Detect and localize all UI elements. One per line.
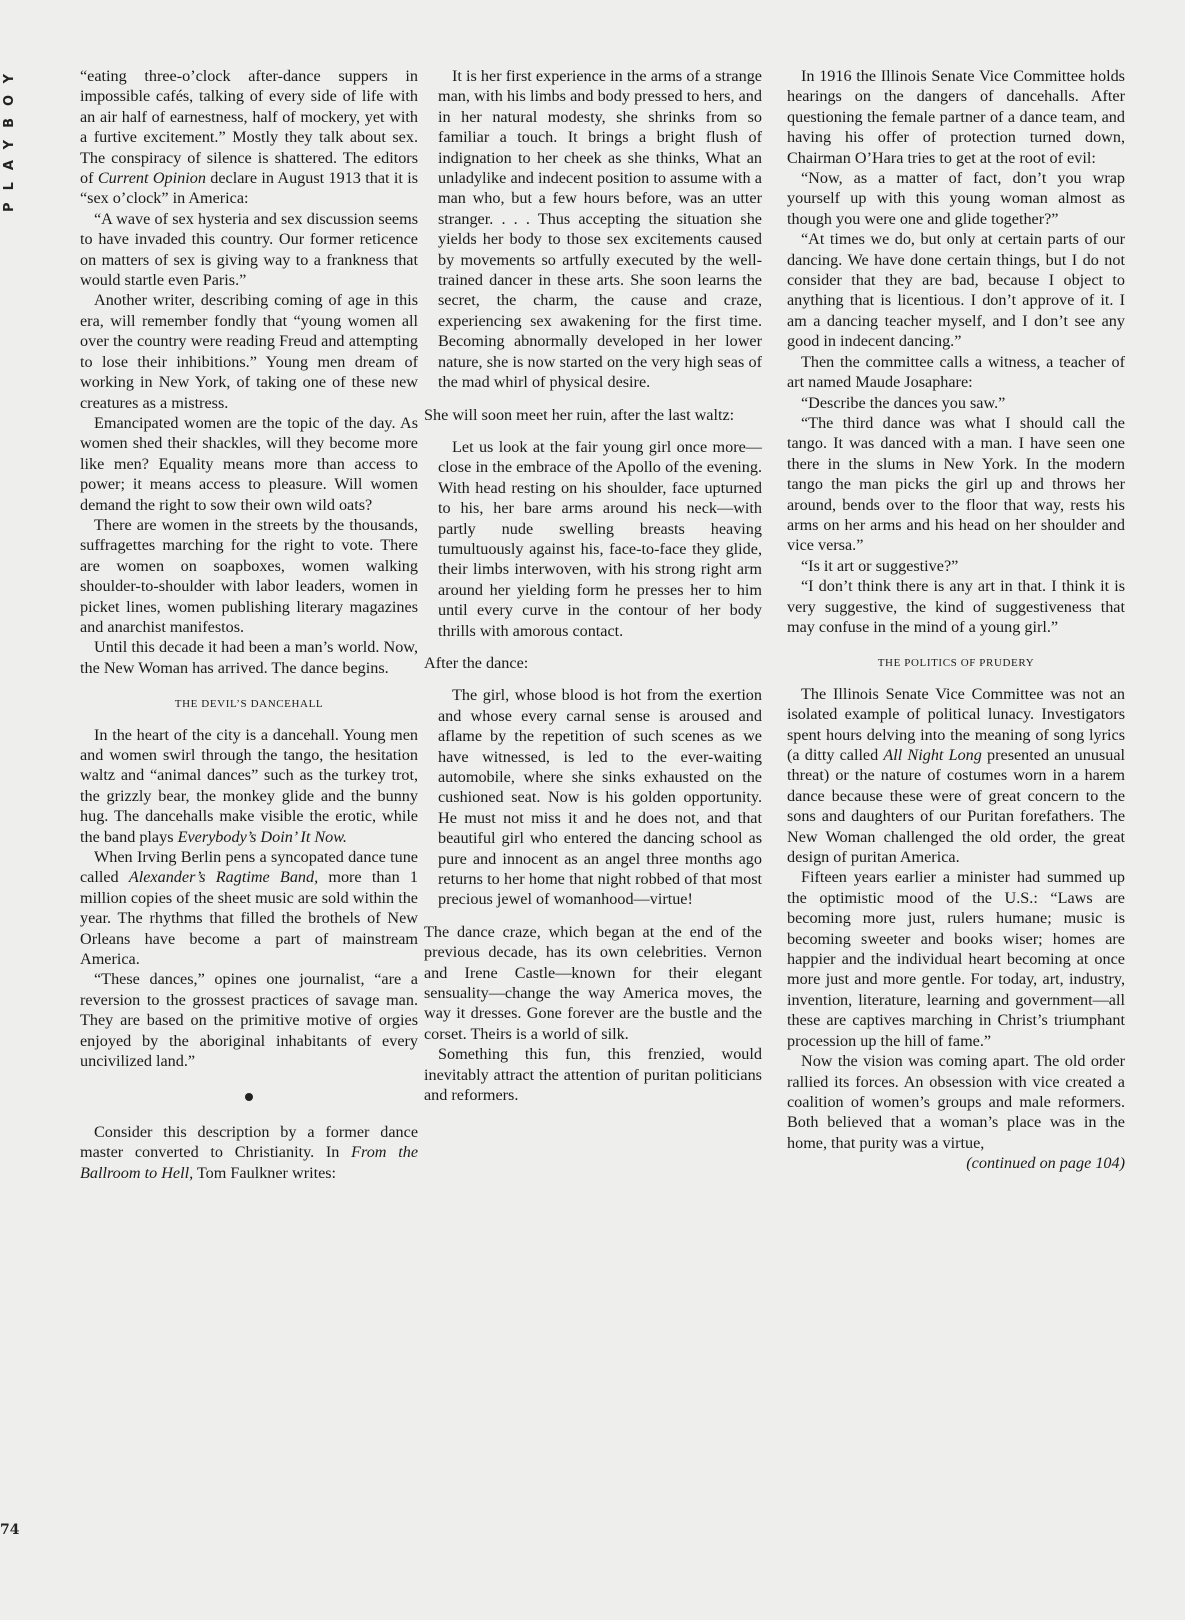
block-quote: The girl, whose blood is hot from the exertion and whose every carnal sense is aroused and aflame by the repetition of such scenes as we have witnessed, is led to the ever-waiting automobile, where she sinks exhausted on the cushioned seat. Now is his golden opportunity. He must not miss it and he does not, and that beautiful girl who entered the dancing school as pure and innocent as an angel three months ago returns to her home that night robbed of that most precious jewel of womanhood—virtue! <box>438 686 762 909</box>
section-heading: THE DEVIL’S DANCEHALL <box>174 698 324 711</box>
section-bullet <box>80 1088 418 1108</box>
paragraph: Another writer, describing coming of age in this era, will remember fondly that “young women all over the country were reading Freud and attempting to lose their inhibitions.” Young men dream of working in New York, of taking one of these new creatures as a mistress. <box>80 291 418 412</box>
paragraph: In the heart of the city is a dancehall. Young men and women swirl through the tango, the hesitation waltz and “animal dances” such as the turkey trot, the grizzly bear, the monkey glide and the bunny hug. The dancehalls make visible the erotic, while the band plays Everybody’s Doin’ It Now. <box>80 725 418 846</box>
paragraph: “Describe the dances you saw.” <box>801 393 1006 412</box>
paragraph: Something this fun, this frenzied, would inevitably attract the attention of puritan politicians and reformers. <box>424 1045 762 1105</box>
block-quote: Let us look at the fair young girl once more—close in the embrace of the Apollo of the evening. With head resting on his shoulder, face upturned to his, her bare arms around his neck—with partly nude swelling breasts heaving tumultuously against his, face-to-face they glide, their limbs interwoven, with his strong right arm around her yielding form he presses her to him until every curve in the contour of her body thrills with amorous contact. <box>438 437 762 640</box>
continued-note: (continued on page 104) <box>966 1154 1125 1173</box>
column-1 <box>80 66 418 1183</box>
paragraph: Emancipated women are the topic of the day. As women shed their shackles, will they become more like men? Equality means more than access to power; it means access to pleasure. Will women demand the right to sow their own wild oats? <box>80 413 418 514</box>
paragraph: “At times we do, but only at certain parts of our dancing. We have done certain things, but I do not consider that they are bad, because I object to anything that is licentious. I don’t approve of it. I am a dancing teacher myself, and I don’t see any good in indecent dancing.” <box>787 230 1125 351</box>
paragraph: She will soon meet her ruin, after the last waltz: <box>424 405 735 424</box>
paragraph: The Illinois Senate Vice Committee was not an isolated example of political lunacy. Investigators spent hours delving into the meaning of song lyrics (a ditty called All Night Long presented an unusual threat) or the nature of costumes worn in a harem dance because these were of great concern to the sons and daughters of our Puritan forefathers. The New Woman challenged the old order, the great design of puritan America. <box>787 684 1126 867</box>
bullet-dot <box>245 1093 253 1101</box>
magazine-masthead: PLAYBOY <box>2 62 17 212</box>
paragraph: “eating three-o’clock after-dance suppers in impossible cafés, talking of every side of life with an air half of earnestness, half of mockery, yet with a furtive excitement.” Mostly they talk about sex. The conspiracy of silence is shattered. The editors of Current Opinion declare in August 1913 that it is “sex o’clock” in America: <box>80 67 419 208</box>
paragraph: Fifteen years earlier a minister had summed up the optimistic mood of the U.S.: “Laws are becoming more just, rulers humane; music is becoming sweeter and books wiser; homes are happier and the individual heart becoming at once more just and more gentle. For today, art, industry, invention, literature, learning and government—all these are captives marching in Christ’s triumphant procession up the hill of fame.” <box>787 868 1125 1050</box>
paragraph: The dance craze, which began at the end of the previous decade, has its own celebrities. Vernon and Irene Castle—known for their elegant sensuality—change the way America moves, the way it dresses. Gone forever are the bustle and the corset. Theirs is a world of silk. <box>424 922 762 1043</box>
paragraph: “These dances,” opines one journalist, “are a reversion to the grossest practices of savage man. They are based on the primitive motive of orgies enjoyed by the aboriginal inhabitants of every uncivilized land.” <box>80 970 418 1071</box>
paragraph: In 1916 the Illinois Senate Vice Committee holds hearings on the dangers of dancehalls. After questioning the female partner of a dance team, and having his offer of protection turned down, Chairman O’Hara tries to get at the root of evil: <box>787 67 1125 167</box>
column-2 <box>424 66 762 1106</box>
paragraph: “Is it art or suggestive?” <box>801 556 959 575</box>
paragraph: “A wave of sex hysteria and sex discussion seems to have invaded this country. Our former reticence on matters of sex is giving way to a frankness that would startle even Paris.” <box>80 209 418 290</box>
column-3 <box>787 66 1125 1174</box>
paragraph: “The third dance was what I should call the tango. It was danced with a man. I have seen one there in the slums in New York. In the modern tango the man picks the girl up and throws her around, bends over to the floor that way, rests his arms on her arms and his head on her shoulder and vice versa.” <box>787 413 1125 555</box>
paragraph: After the dance: <box>424 653 529 672</box>
paragraph: Then the committee calls a witness, a teacher of art named Maude Josaphare: <box>787 352 1125 392</box>
paragraph: Until this decade it had been a man’s world. Now, the New Woman has arrived. The dance begins. <box>80 638 418 677</box>
paragraph: Now the vision was coming apart. The old order rallied its forces. An obsession with vice created a coalition of women’s groups and male reformers. Both believed that a woman’s place was in the home, that purity was a virtue, <box>787 1052 1125 1152</box>
block-quote: It is her first experience in the arms of a strange man, with his limbs and body pressed to hers, and in her natural modesty, she shrinks from so familiar a touch. It brings a bright flush of indignation to her cheek as she thinks, What an unladylike and indecent position to assume with a man who, but a few hours before, was an utter stranger. . . . Thus accepting the situation she yields her body to those sex excitements caused by movements so artfully executed by the well-trained dancer in these arts. She soon learns the secret, the charm, the cause and craze, experiencing sex awakening for the first time. Becoming abnormally developed in her lower nature, she is now started on the very high seas of the mad whirl of physical desire. <box>438 67 762 392</box>
page-number: 74 <box>0 1522 20 1538</box>
paragraph: “Now, as a matter of fact, don’t you wrap yourself up with this young woman almost as though you were one and glide together?” <box>787 169 1125 228</box>
paragraph: “I don’t think there is any art in that. I think it is very suggestive, the kind of suggestiveness that may confuse in the mind of a young girl.” <box>787 577 1125 636</box>
section-heading: THE POLITICS OF PRUDERY <box>877 657 1035 670</box>
paragraph: There are women in the streets by the thousands, suffragettes marching for the right to vote. There are women on soapboxes, women walking shoulder-to-shoulder with labor leaders, women in picket lines, women publishing literary magazines and anarchist manifestos. <box>80 515 418 636</box>
paragraph: Consider this description by a former dance master converted to Christianity. In From the Ballroom to Hell, Tom Faulkner writes: <box>80 1122 418 1182</box>
paragraph: When Irving Berlin pens a syncopated dance tune called Alexander’s Ragtime Band, more than 1 million copies of the sheet music are sold within the year. The rhythms that filled the brothels of New Orleans have become a part of mainstream America. <box>80 848 418 969</box>
